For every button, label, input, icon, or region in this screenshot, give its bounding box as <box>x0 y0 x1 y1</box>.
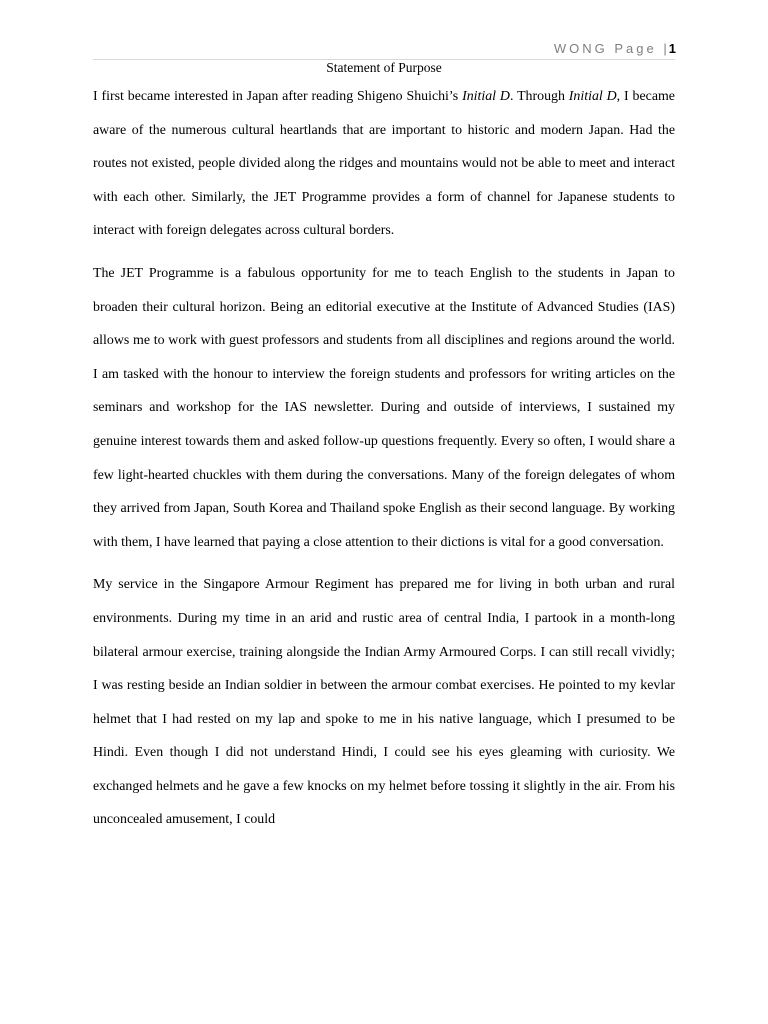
document-title: Statement of Purpose <box>326 60 442 75</box>
paragraph-1-text-c: . Through <box>509 89 569 104</box>
paragraph-2: The JET Programme is a fabulous opportunity for me to teach English to the students in Japan to broaden their cultural horizon. Being an editorial executive at the Institute of Advanced Studies (IAS) allows me to work with guest professors and students from all disciplines and regions around the world. I am tasked with the honour to interview the foreign students and professors for writing articles on the seminars and workshop for the IAS newsletter. During and outside of interviews, I sustained my genuine interest towards them and asked follow-up questions frequently. Every so often, I would share a few light-hearted chuckles with them during the conversations. Many of the foreign delegates of whom they arrived from Japan, South Korea and Thailand spoke English as their second language. By working with them, I have learned that paying a close attention to their dictions is vital for a good conversation. <box>93 265 675 550</box>
paragraph-1-text-a: I first became interested in Japan after reading Shigeno Shuichi’s <box>93 89 463 104</box>
paragraph-3: My service in the Singapore Armour Regiment has prepared me for living in both urban and rural environments. During my time in an arid and rustic area of central India, I partook in a month-long bilateral armour exercise, training alongside the Indian Army Armoured Corps. I can still recall vividly; I was resting beside an Indian soldier in between the armour combat exercises. He pointed to my kevlar helmet that I had rested on my lap and spoke to me in his native language, which I presumed to be Hindi. Even though I did not understand Hindi, I could see his eyes gleaming with curiosity. We exchanged helmets and he gave a few knocks on my helmet before tossing it slightly in the air. From his unconcealed amusement, I could <box>93 577 675 828</box>
paragraph-1-text-e: , I became aware of the numerous cultural heartlands that are important to historic and modern Japan. Had the routes not existed, people divided along the ridges and mountains would not be able to meet and interact with each other. Similarly, the JET Programme provides a form of channel for Japanese students to interact with foreign delegates across cultural borders. <box>93 89 675 239</box>
header-page-label: Page <box>614 41 657 56</box>
document-body <box>93 80 675 846</box>
header-author: WONG <box>553 41 608 56</box>
book-title-initial-d-2: Initial D <box>568 89 617 104</box>
header-page-number: 1 <box>668 41 676 56</box>
header-separator: | <box>663 41 669 56</box>
book-title-initial-d: Initial D <box>462 89 510 104</box>
paragraph-1 <box>93 80 675 248</box>
page-header <box>554 41 676 56</box>
